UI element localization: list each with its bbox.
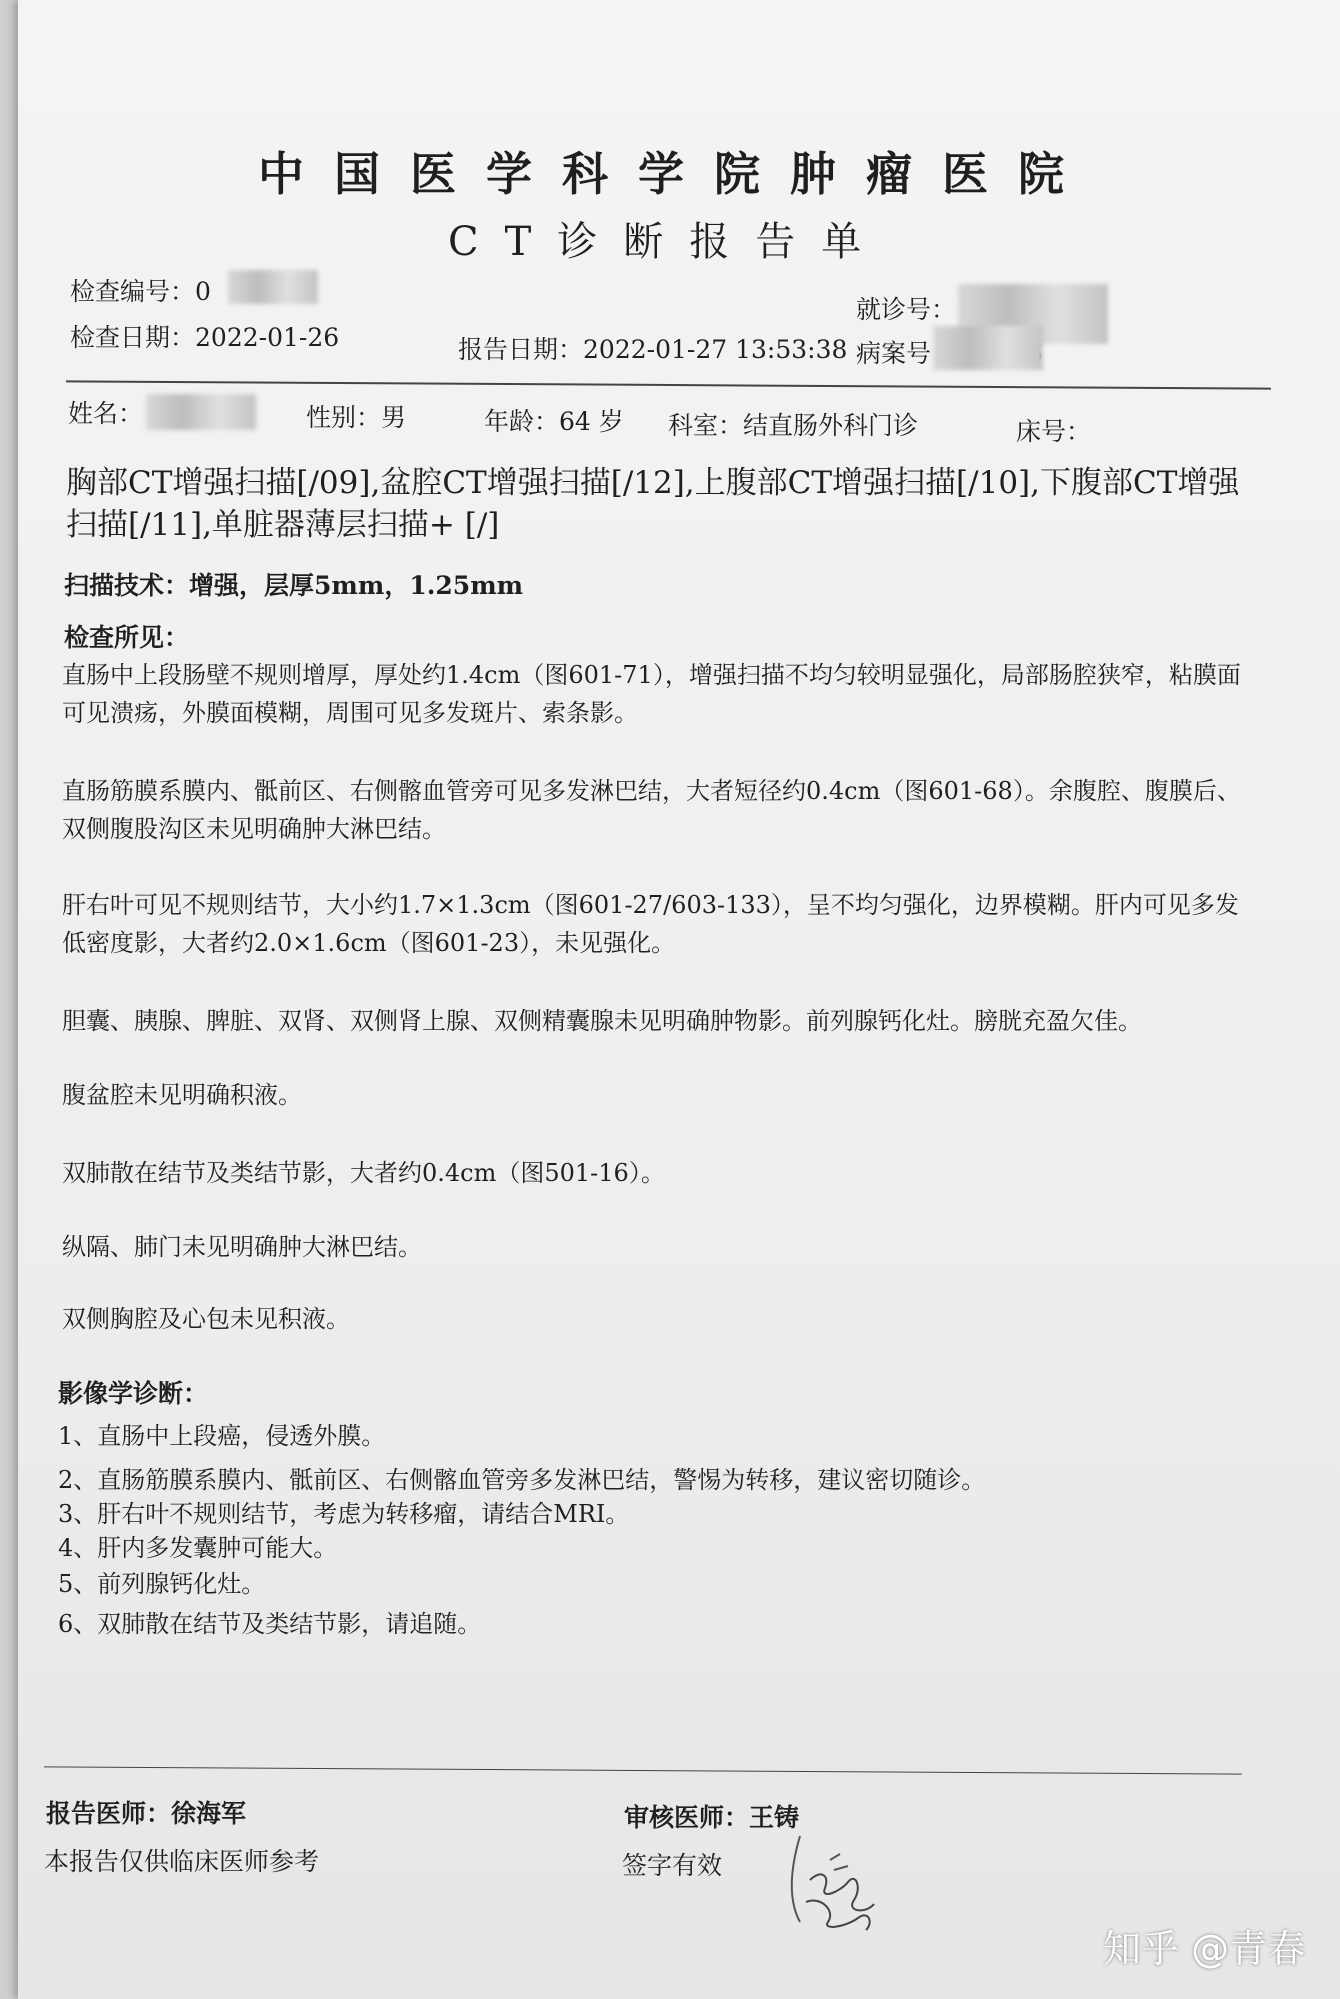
- exam-procedures: 胸部CT增强扫描[/09],盆腔CT增强扫描[/12],上腹部CT增强扫描[/10],下腹部CT增强扫描[/11],单脏器薄层扫描+ [/]: [66, 465, 1240, 543]
- reporter-label: 报告医师：: [46, 1799, 172, 1828]
- finding-paragraph-2: 直肠筋膜系膜内、骶前区、右侧髂血管旁可见多发淋巴结，大者短径约0.4cm（图601-68）。余腹腔、腹膜后、双侧腹股沟区未见明确肿大淋巴结。: [62, 777, 1241, 843]
- redaction-record-no: [933, 326, 1043, 370]
- exam-date: [70, 318, 339, 354]
- diagnosis-item-1: 1、直肠中上段癌，侵透外膜。: [58, 1422, 386, 1450]
- diagnosis-item-6: 6、双肺散在结节及类结节影，请追随。: [58, 1610, 482, 1638]
- exam-date-label: 检查日期：: [70, 323, 196, 352]
- visit-no: [856, 290, 956, 326]
- reviewer: [624, 1798, 799, 1834]
- exam-no: [70, 272, 211, 308]
- disclaimer: 本报告仅供临床医师参考: [44, 1847, 320, 1876]
- patient-bed: [1016, 412, 1091, 448]
- report-sheet: [18, 0, 1340, 1999]
- scan-technique-value: 增强，层厚5mm，1.25mm: [189, 571, 524, 600]
- patient-bed-label: 床号：: [1016, 417, 1092, 446]
- reporter: [46, 1794, 246, 1830]
- redaction-patient-name: [146, 394, 256, 430]
- diagnosis-label: 影像学诊断：: [58, 1379, 209, 1408]
- patient-name-label: 姓名：: [68, 399, 144, 428]
- diagnosis-item-5: 5、前列腺钙化灶。: [58, 1570, 266, 1598]
- patient-age-label: 年龄：: [484, 407, 560, 436]
- patient-sex: [306, 398, 406, 434]
- visit-no-label: 就诊号：: [856, 295, 957, 324]
- patient-age-value: 64 岁: [559, 407, 624, 436]
- finding-paragraph-1: 直肠中上段肠壁不规则增厚，厚处约1.4cm（图601-71），增强扫描不均匀较明显强化，局部肠腔狭窄，粘膜面可见溃疡，外膜面模糊，周围可见多发斑片、索条影。: [62, 661, 1241, 727]
- divider-bottom: [44, 1766, 1242, 1774]
- findings-label: 检查所见：: [64, 623, 190, 652]
- hospital-name: 中国医学科学院肿瘤医院: [258, 147, 1094, 201]
- finding-paragraph-7: 纵隔、肺门未见明确肿大淋巴结。: [62, 1233, 422, 1261]
- diagnosis-item-2: 2、直肠筋膜系膜内、骶前区、右侧髂血管旁多发淋巴结，警惕为转移，建议密切随诊。: [58, 1466, 986, 1494]
- reviewer-label: 审核医师：: [624, 1803, 750, 1832]
- patient-name: [68, 394, 143, 430]
- report-date-label: 报告日期：: [458, 335, 584, 364]
- reporter-value: 徐海军: [171, 1799, 247, 1828]
- record-no-label: 病案号: [856, 339, 932, 368]
- patient-sex-value: 男: [381, 403, 407, 432]
- patient-dept-value: 结直肠外科门诊: [743, 411, 919, 440]
- report-title: CT诊断报告单: [448, 219, 888, 265]
- finding-paragraph-6: 双肺散在结节及类结节影，大者约0.4cm（图501-16）。: [62, 1159, 665, 1187]
- finding-paragraph-4: 胆囊、胰腺、脾脏、双肾、双侧肾上腺、双侧精囊腺未见明确肿物影。前列腺钙化灶。膀胱充盈欠佳。: [62, 1007, 1142, 1035]
- report-date-value: 2022-01-27 13:53:38: [583, 335, 848, 364]
- finding-paragraph-5: 腹盆腔未见明确积液。: [62, 1081, 302, 1109]
- patient-age: [484, 402, 624, 438]
- diagnosis-item-4: 4、肝内多发囊肿可能大。: [58, 1534, 338, 1562]
- scan-technique-label: 扫描技术：: [64, 571, 190, 600]
- exam-no-label: 检查编号：: [70, 277, 196, 306]
- patient-dept-label: 科室：: [668, 411, 744, 440]
- patient-sex-label: 性别：: [306, 403, 382, 432]
- exam-date-value: 2022-01-26: [195, 323, 340, 352]
- finding-paragraph-3: 肝右叶可见不规则结节，大小约1.7×1.3cm（图601-27/603-133），呈不均匀强化，边界模糊。肝内可见多发低密度影，大者约2.0×1.6cm（图601-23），未见强化。: [62, 891, 1239, 957]
- scan-technique: [64, 566, 523, 602]
- redaction-exam-no: [228, 270, 318, 304]
- divider-top: [66, 380, 1271, 389]
- finding-paragraph-8: 双侧胸腔及心包未见积液。: [62, 1305, 350, 1333]
- report-date: [458, 330, 847, 366]
- patient-dept: [668, 406, 918, 442]
- signature-note: 签字有效: [622, 1851, 723, 1880]
- zhihu-watermark: 知乎 @青春: [1103, 1927, 1306, 1971]
- exam-no-value: 0: [195, 277, 211, 306]
- reviewer-value: 王铸: [749, 1803, 800, 1832]
- diagnosis-item-3: 3、肝右叶不规则结节，考虑为转移瘤，请结合MRI。: [58, 1500, 630, 1528]
- handwritten-signature: [770, 1830, 890, 1940]
